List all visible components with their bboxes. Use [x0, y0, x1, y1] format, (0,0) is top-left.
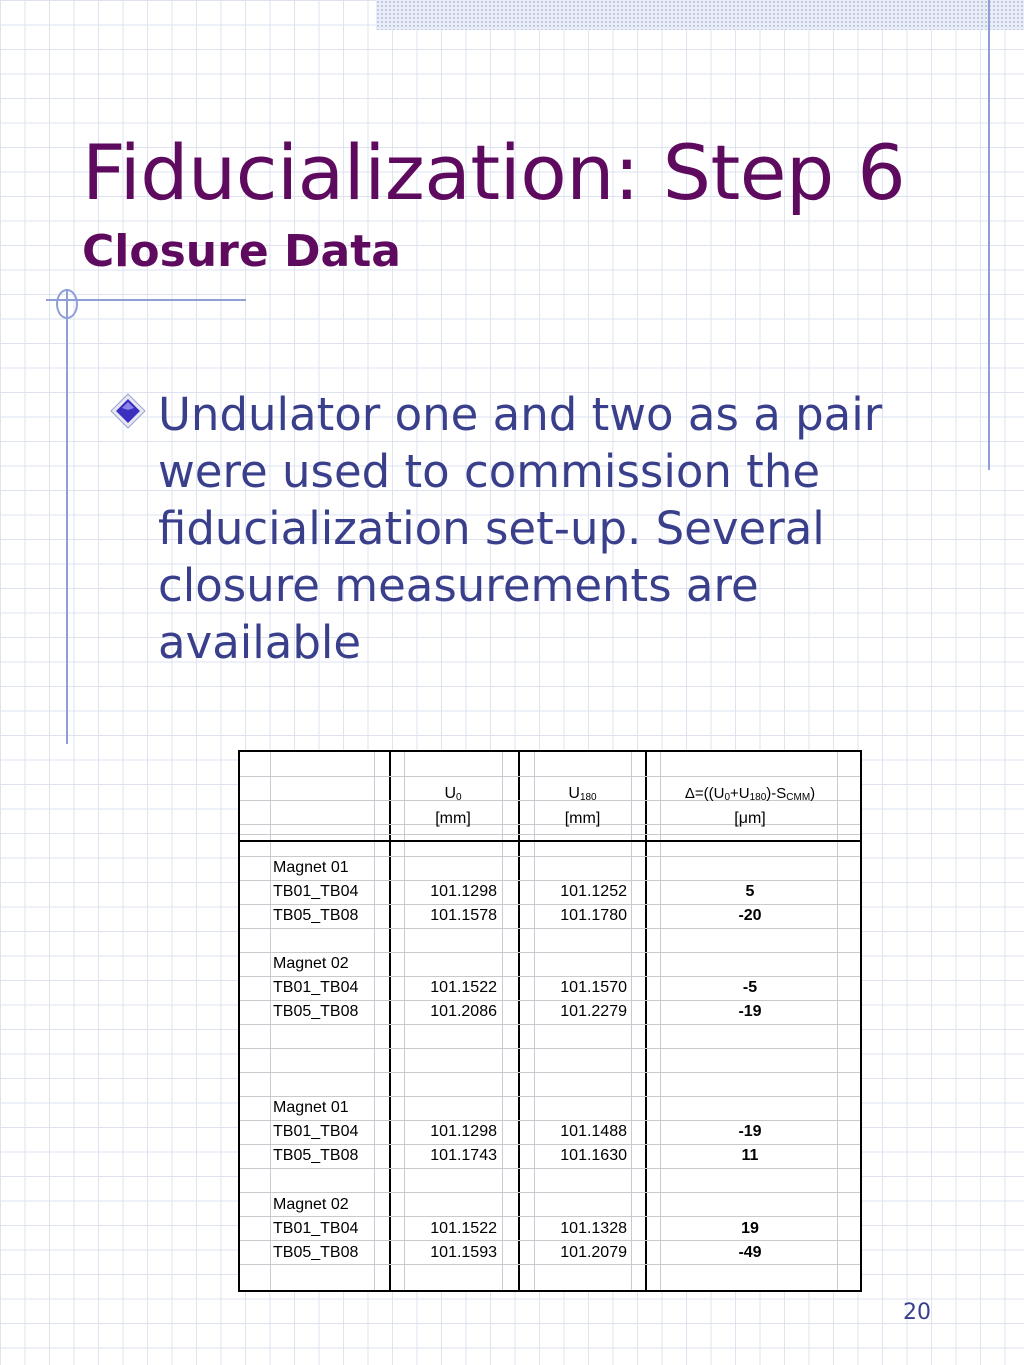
bullet-text: Undulator one and two as a pair were used to commission the fiducialization set-up. Several closure measurements are available — [158, 388, 883, 669]
u180-value: 101.1252 — [560, 883, 627, 900]
page-number: 20 — [903, 1300, 931, 1325]
row-label: Magnet 02 — [273, 955, 349, 972]
delta-value: -5 — [742, 979, 758, 996]
diamond-bullet-icon — [110, 393, 146, 429]
u180-unit: [mm] — [564, 810, 601, 827]
u0-unit: [mm] — [435, 810, 471, 827]
delta-value: -19 — [738, 1003, 762, 1020]
u0-header: $U_0$ — [444, 785, 462, 803]
u0-value: 101.1522 — [430, 979, 497, 996]
row-label: TB05_TB08 — [273, 907, 359, 924]
delta-value: 11 — [741, 1147, 759, 1164]
u180-value: 101.1570 — [560, 979, 627, 996]
u180-value: 101.2279 — [560, 1003, 627, 1020]
row-label: TB01_TB04 — [273, 1220, 359, 1237]
u0-value: 101.1298 — [430, 883, 497, 900]
row-label: Magnet 01 — [273, 859, 349, 876]
u0-value: 101.1298 — [430, 1123, 497, 1140]
u0-value: 101.1522 — [430, 1220, 497, 1237]
slide-subtitle: Closure Data — [82, 226, 401, 277]
row-label: TB05_TB08 — [273, 1003, 359, 1020]
accent-ring — [56, 289, 78, 319]
left-accent-line — [66, 289, 68, 744]
u180-value: 101.2079 — [560, 1244, 627, 1261]
right-accent-line — [988, 0, 990, 470]
row-label: TB01_TB04 — [273, 1123, 359, 1140]
row-label: Magnet 01 — [273, 1099, 349, 1116]
top-decorative-band — [376, 0, 1024, 30]
delta-value: 19 — [741, 1220, 759, 1237]
u180-header: $U_{180}$ — [568, 785, 597, 803]
closure-data-table — [238, 750, 862, 1292]
delta-unit: [μm] — [734, 810, 766, 827]
delta-value: 5 — [745, 883, 755, 900]
u0-value: 101.1743 — [430, 1147, 497, 1164]
delta-header: $\Delta=((U_0+U_{180})-S_{CMM})$ — [684, 785, 816, 803]
u0-value: 101.1578 — [430, 907, 497, 924]
u0-value: 101.2086 — [430, 1003, 497, 1020]
u180-value: 101.1488 — [560, 1123, 627, 1140]
row-label: TB01_TB04 — [273, 883, 359, 900]
u180-value: 101.1630 — [560, 1147, 627, 1164]
row-label: TB01_TB04 — [273, 979, 359, 996]
u180-value: 101.1328 — [560, 1220, 627, 1237]
slide-title: Fiducialization: Step 6 — [82, 128, 906, 217]
row-label: TB05_TB08 — [273, 1244, 359, 1261]
row-label: TB05_TB08 — [273, 1147, 359, 1164]
u0-value: 101.1593 — [430, 1244, 497, 1261]
u180-value: 101.1780 — [560, 907, 627, 924]
row-label: Magnet 02 — [273, 1196, 349, 1213]
delta-value: -49 — [738, 1244, 762, 1261]
delta-value: -20 — [738, 907, 762, 924]
delta-value: -19 — [738, 1123, 762, 1140]
